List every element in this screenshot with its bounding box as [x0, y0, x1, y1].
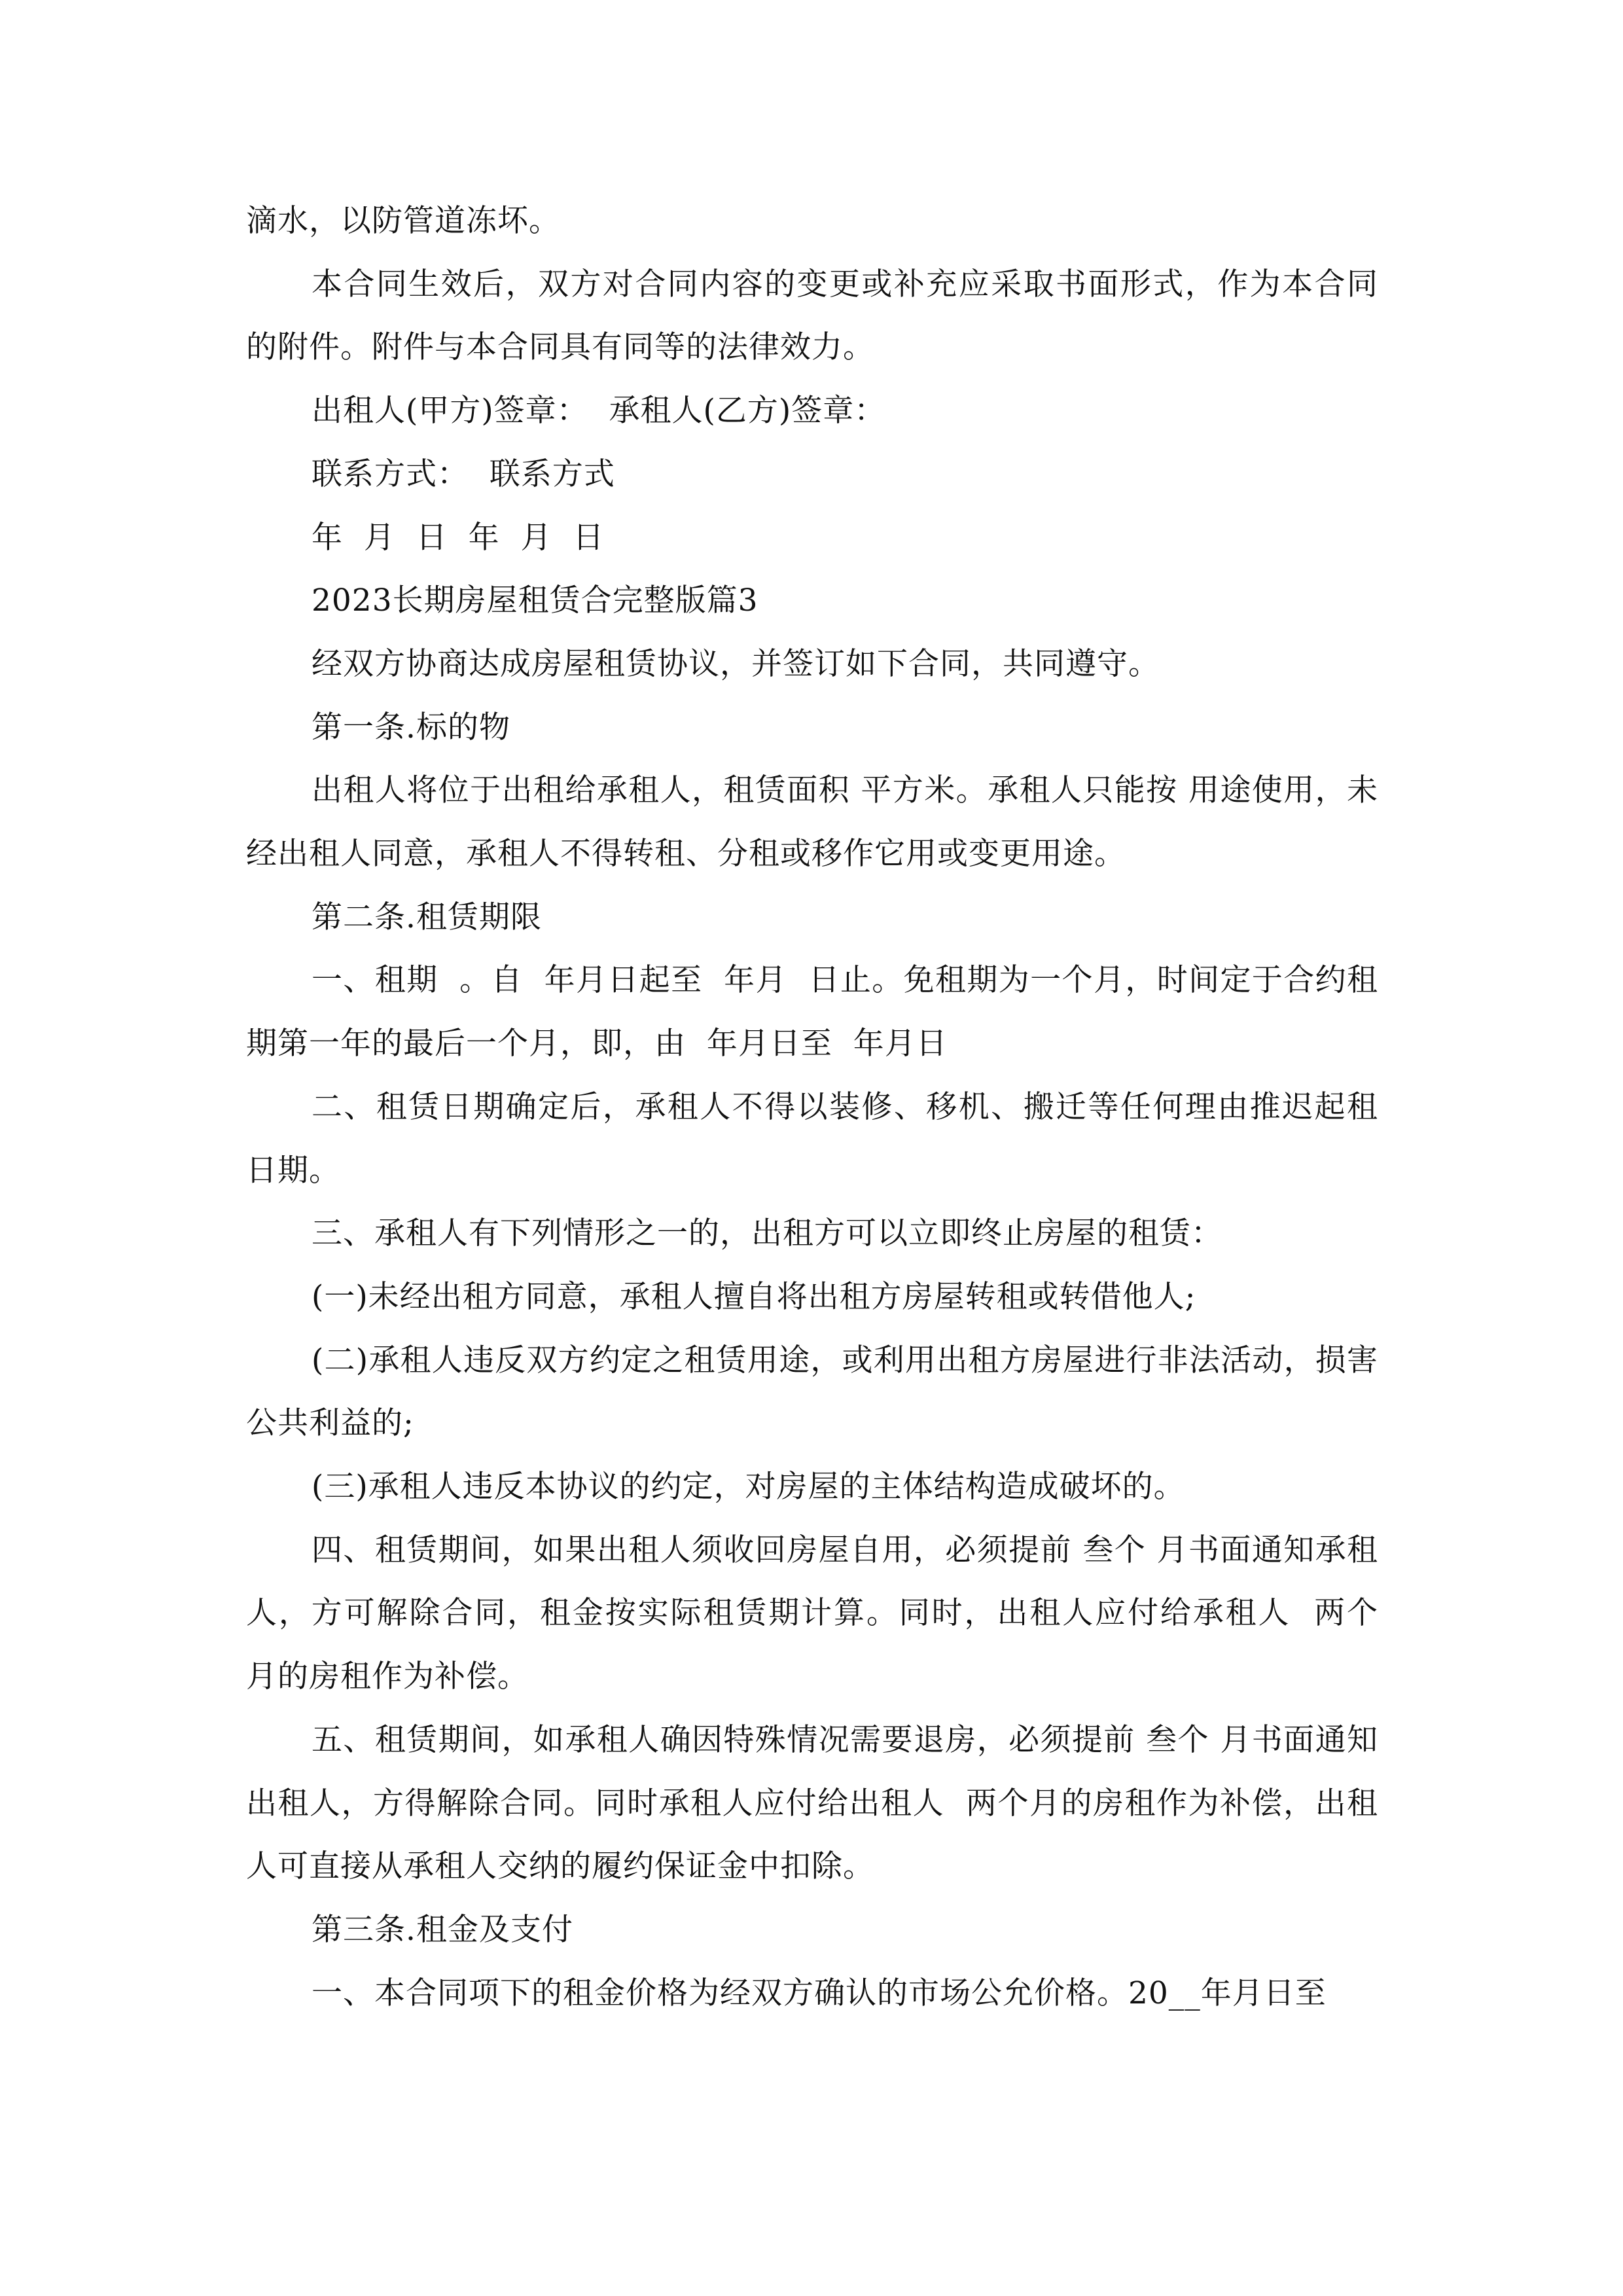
article-2-heading: 第二条.租赁期限: [312, 899, 542, 935]
paragraph-17: 四、租赁期间，如果出租人须收回房屋自用，必须提前 叁个 月书面通知承租人，方可解除合同，租金按实际租赁期计算。同时，出租人应付给承租人 两个 月的房租作为补偿。: [246, 1532, 1399, 1695]
paragraph-18: 五、租赁期间，如承租人确因特殊情况需要退房，必须提前 叁个 月书面通知出租人，方得解除合同。同时承租人应付给出租人 两个月的房租作为补偿，出租人可直接从承租人交纳的履约保证金中扣除。: [246, 1721, 1378, 1885]
section-heading: 2023长期房屋租赁合完整版篇3: [312, 583, 758, 619]
paragraph-9: 出租人将位于出租给承租人，租赁面积 平方米。承租人只能按 用途使用，未经出租人同意，承租人不得转租、分租或移作它用或变更用途。: [246, 772, 1378, 872]
paragraph-20: 一、本合同项下的租金价格为经双方确认的市场公允价格。20__年月日至: [312, 1975, 1327, 2011]
paragraph-3: 出租人(甲方)签章： 承租人(乙方)签章：: [312, 393, 886, 429]
paragraph-16: (三)承租人违反本协议的约定，对房屋的主体结构造成破坏的。: [312, 1469, 1185, 1505]
paragraph-2: 本合同生效后，双方对合同内容的变更或补充应采取书面形式，作为本合同的附件。附件与本合同具有同等的法律效力。: [246, 266, 1378, 366]
paragraph-5: 年 月 日 年 月 日: [312, 519, 605, 556]
article-1-heading: 第一条.标的物: [312, 709, 510, 745]
article-3-heading: 第三条.租金及支付: [312, 1911, 573, 1948]
paragraph-15: (二)承租人违反双方约定之租赁用途，或利用出租方房屋进行非法活动，损害公共利益的;: [246, 1342, 1378, 1442]
paragraph-4: 联系方式： 联系方式: [312, 456, 615, 492]
paragraph-12: 二、租赁日期确定后，承租人不得以装修、移机、搬迁等任何理由推迟起租日期。: [246, 1088, 1378, 1189]
paragraph-13: 三、承租人有下列情形之一的，出租方可以立即终止房屋的租赁：: [312, 1215, 1222, 1252]
paragraph-1: 滴水，以防管道冻坏。: [246, 203, 560, 239]
contract-body: [246, 190, 1399, 2025]
paragraph-14: (一)未经出租方同意，承租人擅自将出租方房屋转租或转借他人;: [312, 1278, 1196, 1315]
paragraph-7: 经双方协商达成房屋租赁协议，并签订如下合同，共同遵守。: [312, 645, 1160, 682]
paragraph-11: 一、租期 。自 年月日起至 年月 日止。免租期为一个月，时间定于合约租期第一年的最后一个月，即，由 年月日至 年月日: [246, 962, 1378, 1062]
